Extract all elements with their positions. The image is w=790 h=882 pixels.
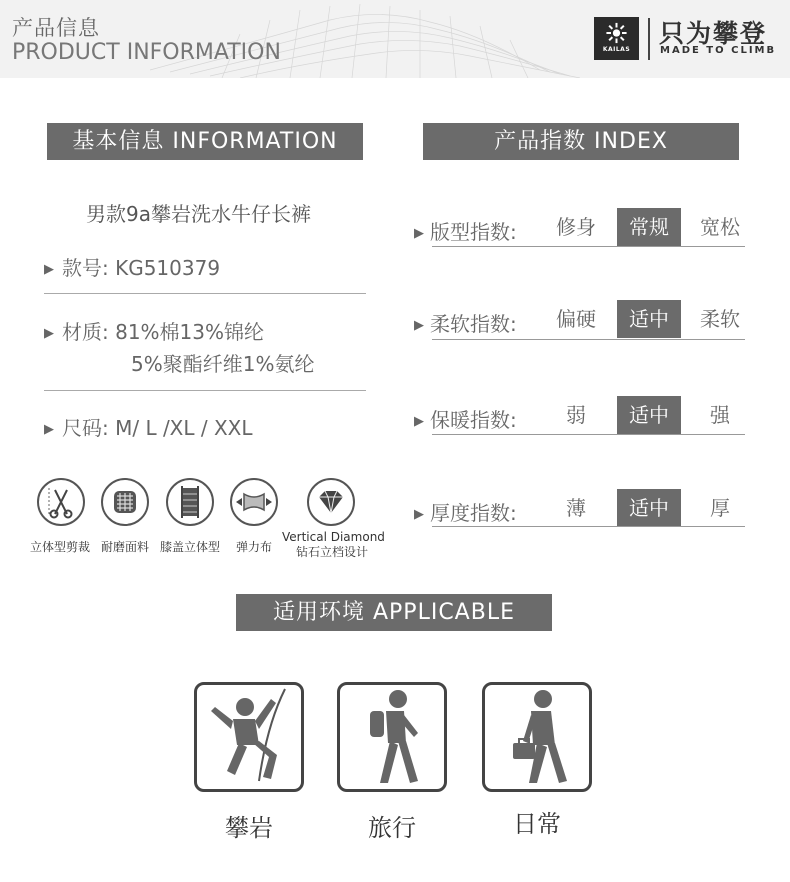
scissors-icon — [37, 478, 85, 526]
index-option-selected: 常规 — [617, 208, 681, 246]
brand-name: KAILAS — [602, 46, 631, 53]
climbing-icon — [194, 682, 304, 792]
index-option: 修身 — [556, 215, 596, 239]
index-label-warmth: ▶ 保暖指数: — [414, 408, 517, 432]
index-option: 宽松 — [700, 215, 740, 239]
daily-walk-icon — [482, 682, 592, 792]
info-section-title: 基本信息 INFORMATION — [47, 123, 363, 160]
size-row — [44, 412, 253, 441]
feature-label: 弹力布 — [236, 540, 273, 554]
feature-label: 立体型剪裁 — [30, 540, 91, 554]
slogan-cn: 只为攀登 — [659, 19, 768, 48]
index-option: 偏硬 — [556, 307, 596, 331]
triangle-bullet-icon: ▶ — [414, 414, 424, 429]
applicable-label: 攀岩 — [225, 814, 273, 842]
index-option-selected: 适中 — [617, 396, 681, 434]
index-option: 厚 — [710, 496, 730, 520]
header-banner — [0, 0, 790, 78]
triangle-bullet-icon: ▶ — [44, 326, 54, 341]
header-title-cn: 产品信息 — [12, 16, 100, 40]
feature-label — [282, 530, 385, 560]
stretch-icon — [230, 478, 278, 526]
divider — [44, 293, 366, 294]
triangle-bullet-icon: ▶ — [414, 507, 424, 522]
triangle-bullet-icon: ▶ — [414, 318, 424, 333]
knee-icon — [166, 478, 214, 526]
header-title-en: PRODUCT INFORMATION — [12, 40, 281, 65]
item-number-row — [44, 252, 220, 281]
applicable-label: 日常 — [513, 810, 561, 838]
applicable-label: 旅行 — [368, 814, 416, 842]
applicable-section-title: 适用环境 APPLICABLE — [236, 594, 552, 631]
fabric-icon — [101, 478, 149, 526]
product-name: 男款9a攀岩洗水牛仔长裤 — [86, 202, 311, 226]
index-label-thickness: ▶ 厚度指数: — [414, 501, 517, 525]
diamond-icon — [307, 478, 355, 526]
item-number: 款号: KG510379 — [62, 256, 221, 280]
index-label-fit: ▶ 版型指数: — [414, 220, 517, 244]
feature-label: 耐磨面料 — [101, 540, 150, 554]
index-divider — [432, 526, 745, 527]
index-divider — [432, 339, 745, 340]
index-divider — [432, 246, 745, 247]
triangle-bullet-icon: ▶ — [44, 262, 54, 277]
index-label-softness: ▶ 柔软指数: — [414, 312, 517, 336]
triangle-bullet-icon: ▶ — [44, 422, 54, 437]
kailas-logo — [594, 17, 639, 60]
index-option: 弱 — [566, 403, 586, 427]
hiking-icon — [337, 682, 447, 792]
triangle-bullet-icon: ▶ — [414, 226, 424, 241]
index-section-title: 产品指数 INDEX — [423, 123, 739, 160]
feature-label-en: Vertical Diamond — [282, 530, 385, 544]
sun-logo-icon — [605, 22, 628, 44]
size-list: 尺码: M/ L /XL / XXL — [62, 416, 253, 440]
material-line-2: 5%聚酯纤维1%氨纶 — [131, 352, 315, 376]
index-option: 薄 — [566, 496, 586, 520]
logo-divider — [648, 18, 650, 60]
divider — [44, 390, 366, 391]
feature-label: 膝盖立体型 — [160, 540, 221, 554]
material-row — [44, 316, 264, 345]
material-line-1: 材质: 81%棉13%锦纶 — [62, 320, 265, 344]
index-divider — [432, 434, 745, 435]
slogan-en: MADE TO CLIMB — [660, 45, 777, 56]
index-option-selected: 适中 — [617, 300, 681, 338]
index-option: 强 — [710, 403, 730, 427]
index-option-selected: 适中 — [617, 489, 681, 527]
feature-label-cn: 钻石立档设计 — [295, 545, 368, 559]
index-option: 柔软 — [700, 307, 740, 331]
